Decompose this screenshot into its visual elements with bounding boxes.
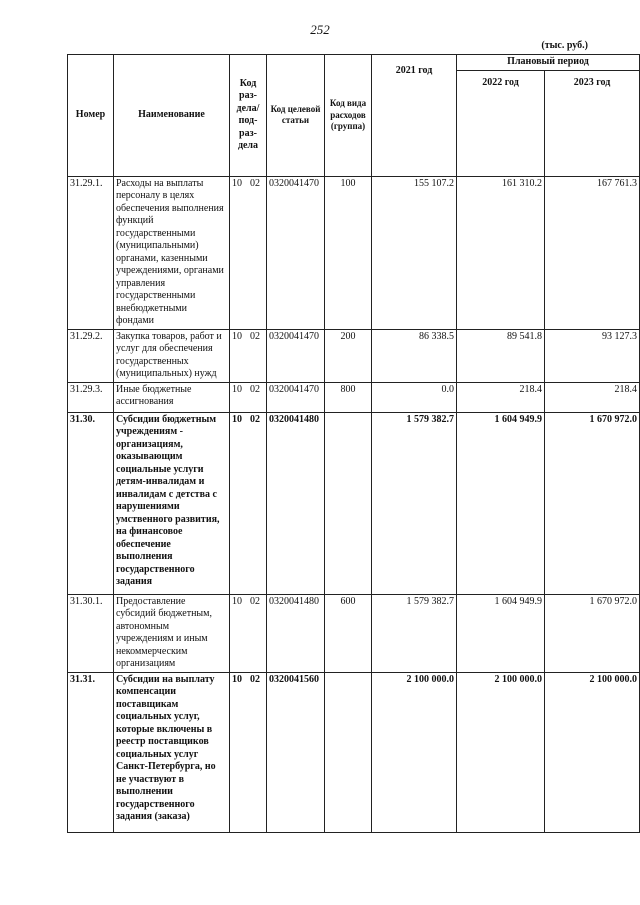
table-row xyxy=(68,176,640,329)
row-name: Субсидии на выплату компенсации поставщикам социальных услуг, которые включены в реестр поставщиков социальных услуг Санкт-Петербурга, но не участвуют в выполнении государственного задания (заказа) xyxy=(114,672,230,832)
row-number: 31.30.1. xyxy=(68,594,114,672)
header-expense-type-code: Код вида расходов (группа) xyxy=(325,55,372,177)
row-value-2022: 2 100 000.0 xyxy=(457,672,545,832)
row-section: 10 xyxy=(232,595,242,607)
table-row xyxy=(68,382,640,412)
header-number: Номер xyxy=(68,55,114,177)
row-expense-type-code xyxy=(325,412,372,594)
row-number: 31.29.2. xyxy=(68,329,114,382)
row-value-2023: 93 127.3 xyxy=(545,329,640,382)
header-year-2022: 2022 год xyxy=(457,70,545,176)
row-section-code xyxy=(230,329,267,382)
row-number: 31.31. xyxy=(68,672,114,832)
header-name: Наименование xyxy=(114,55,230,177)
row-target-code: 0320041470 xyxy=(267,176,325,329)
row-number: 31.29.1. xyxy=(68,176,114,329)
row-value-2022: 161 310.2 xyxy=(457,176,545,329)
page-number: 252 xyxy=(310,22,330,37)
row-subsection: 02 xyxy=(250,413,260,425)
row-target-code: 0320041480 xyxy=(267,594,325,672)
header-year-2021: 2021 год xyxy=(372,55,457,177)
row-value-2021: 1 579 382.7 xyxy=(372,412,457,594)
row-expense-type-code: 800 xyxy=(325,382,372,412)
row-value-2021: 155 107.2 xyxy=(372,176,457,329)
row-subsection: 02 xyxy=(250,383,260,395)
row-name: Предоставление субсидий бюджетным, автономным учреждениям и иным некоммерческим организациям xyxy=(114,594,230,672)
row-target-code: 0320041480 xyxy=(267,412,325,594)
row-value-2021: 0.0 xyxy=(372,382,457,412)
row-number: 31.29.3. xyxy=(68,382,114,412)
row-value-2021: 86 338.5 xyxy=(372,329,457,382)
row-expense-type-code: 100 xyxy=(325,176,372,329)
row-section: 10 xyxy=(232,383,242,395)
row-value-2021: 2 100 000.0 xyxy=(372,672,457,832)
row-subsection: 02 xyxy=(250,595,260,607)
row-value-2022: 1 604 949.9 xyxy=(457,594,545,672)
row-target-code: 0320041470 xyxy=(267,329,325,382)
row-expense-type-code: 600 xyxy=(325,594,372,672)
row-value-2023: 1 670 972.0 xyxy=(545,594,640,672)
row-expense-type-code: 200 xyxy=(325,329,372,382)
row-section-code xyxy=(230,382,267,412)
row-value-2021: 1 579 382.7 xyxy=(372,594,457,672)
row-name: Субсидии бюджетным учреждениям - организациям, оказывающим социальные услуги детям-инвалидам и инвалидам с детства с нарушениями умственного развития, на финансовое обеспечение выполнения государственного задания xyxy=(114,412,230,594)
unit-note: (тыс. руб.) xyxy=(541,40,588,51)
row-target-code: 0320041560 xyxy=(267,672,325,832)
row-value-2023: 1 670 972.0 xyxy=(545,412,640,594)
header-target-code: Код целевой статьи xyxy=(267,55,325,177)
row-value-2022: 1 604 949.9 xyxy=(457,412,545,594)
row-name: Расходы на выплаты персоналу в целях обеспечения выполнения функций государственными (муниципальными) органами, казенными учреждениями, органами управления государственными внебюджетными фондами xyxy=(114,176,230,329)
table-row xyxy=(68,672,640,832)
row-value-2023: 167 761.3 xyxy=(545,176,640,329)
table-row xyxy=(68,329,640,382)
row-target-code: 0320041470 xyxy=(267,382,325,412)
row-number: 31.30. xyxy=(68,412,114,594)
row-value-2022: 218.4 xyxy=(457,382,545,412)
row-name: Иные бюджетные ассигнования xyxy=(114,382,230,412)
row-subsection: 02 xyxy=(250,330,260,342)
row-section: 10 xyxy=(232,177,242,189)
row-name: Закупка товаров, работ и услуг для обеспечения государственных (муниципальных) нужд xyxy=(114,329,230,382)
row-section-code xyxy=(230,176,267,329)
row-section: 10 xyxy=(232,673,242,685)
table-row xyxy=(68,594,640,672)
header-planned-period: Плановый период xyxy=(457,55,640,71)
row-subsection: 02 xyxy=(250,177,260,189)
row-value-2022: 89 541.8 xyxy=(457,329,545,382)
row-value-2023: 2 100 000.0 xyxy=(545,672,640,832)
header-section-code: Код раз-дела/ под-раз-дела xyxy=(230,55,267,177)
table-row xyxy=(68,412,640,594)
row-section-code xyxy=(230,594,267,672)
row-section-code xyxy=(230,672,267,832)
row-section: 10 xyxy=(232,330,242,342)
row-expense-type-code xyxy=(325,672,372,832)
row-subsection: 02 xyxy=(250,673,260,685)
row-section: 10 xyxy=(232,413,242,425)
budget-table xyxy=(67,54,640,833)
row-section-code xyxy=(230,412,267,594)
header-year-2023: 2023 год xyxy=(545,70,640,176)
row-value-2023: 218.4 xyxy=(545,382,640,412)
